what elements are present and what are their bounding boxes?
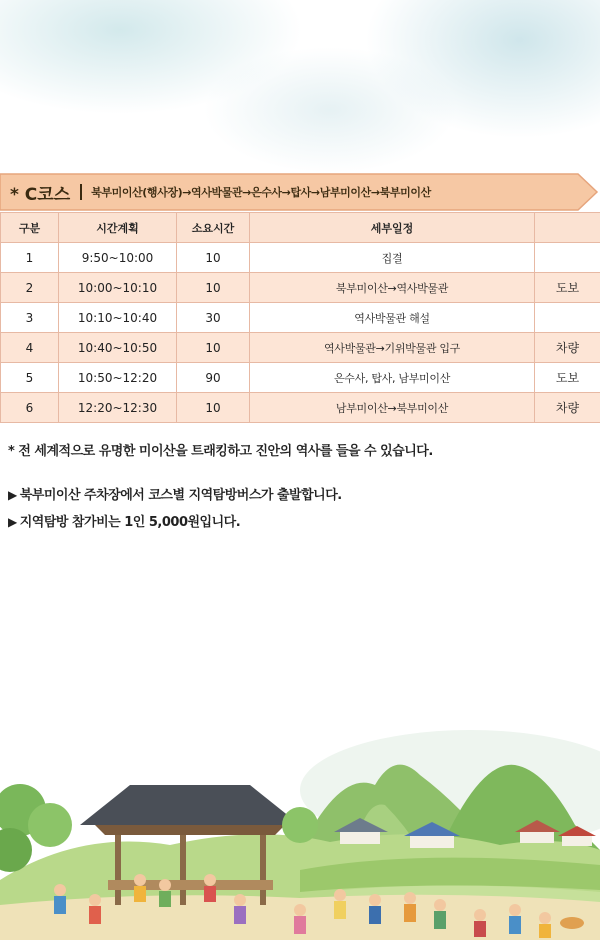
header-time: 시간계획 <box>59 213 177 243</box>
cell-detail: 남부미이산→북부미이산 <box>250 393 535 423</box>
table-row <box>1 333 600 363</box>
header-detail: 세부일정 <box>250 213 535 243</box>
cell-duration: 90 <box>177 363 250 393</box>
cell-time: 12:20~12:30 <box>59 393 177 423</box>
header-transport <box>535 213 600 243</box>
table-row <box>1 393 600 423</box>
cell-detail: 역사박물관→기위박물관 입구 <box>250 333 535 363</box>
divider <box>80 184 82 200</box>
cell-transport <box>535 303 600 333</box>
course-route: 북부미이산(행사장)→역사박물관→은수사→탑사→남부미이산→북부미이산 <box>91 186 431 199</box>
cell-no: 1 <box>1 243 59 273</box>
cell-detail: 은수사, 탑사, 남부미이산 <box>250 363 535 393</box>
cell-duration: 30 <box>177 303 250 333</box>
cell-time: 10:10~10:40 <box>59 303 177 333</box>
banner-content <box>10 181 431 203</box>
bullet-arrow-icon: ▶ <box>8 488 17 502</box>
course-banner <box>0 172 600 212</box>
cell-duration: 10 <box>177 393 250 423</box>
watercolor-sky-background <box>0 0 600 180</box>
village-illustration <box>0 730 600 940</box>
cell-no: 5 <box>1 363 59 393</box>
cell-duration: 10 <box>177 273 250 303</box>
highlight-note: * 전 세계적으로 유명한 미이산을 트래킹하고 진안의 역사를 들을 수 있습니다. <box>8 444 433 459</box>
cell-detail: 북부미이산→역사박물관 <box>250 273 535 303</box>
header-duration: 소요시간 <box>177 213 250 243</box>
table-row <box>1 363 600 393</box>
cell-transport: 도보 <box>535 273 600 303</box>
cell-time: 10:00~10:10 <box>59 273 177 303</box>
header-no: 구분 <box>1 213 59 243</box>
cell-no: 6 <box>1 393 59 423</box>
cell-transport: 도보 <box>535 363 600 393</box>
schedule-table <box>0 212 600 423</box>
cell-no: 2 <box>1 273 59 303</box>
table-header-row <box>1 213 600 243</box>
cell-time: 10:50~12:20 <box>59 363 177 393</box>
cell-time: 10:40~10:50 <box>59 333 177 363</box>
info-line <box>8 511 240 530</box>
cell-detail: 역사박물관 해설 <box>250 303 535 333</box>
course-label: * C코스 <box>10 184 71 205</box>
info-text: 북부미이산 주차장에서 코스별 지역탐방버스가 출발합니다. <box>19 488 342 503</box>
info-text: 지역탐방 참가비는 1인 5,000원입니다. <box>19 515 241 530</box>
dog <box>560 917 584 929</box>
cell-transport: 차량 <box>535 333 600 363</box>
info-line <box>8 484 342 503</box>
cell-duration: 10 <box>177 243 250 273</box>
cell-no: 3 <box>1 303 59 333</box>
cell-detail: 집결 <box>250 243 535 273</box>
table-row <box>1 303 600 333</box>
bullet-arrow-icon: ▶ <box>8 515 17 529</box>
cell-no: 4 <box>1 333 59 363</box>
cell-duration: 10 <box>177 333 250 363</box>
cell-transport: 차량 <box>535 393 600 423</box>
cell-time: 9:50~10:00 <box>59 243 177 273</box>
cell-transport <box>535 243 600 273</box>
table-row <box>1 273 600 303</box>
table-row <box>1 243 600 273</box>
